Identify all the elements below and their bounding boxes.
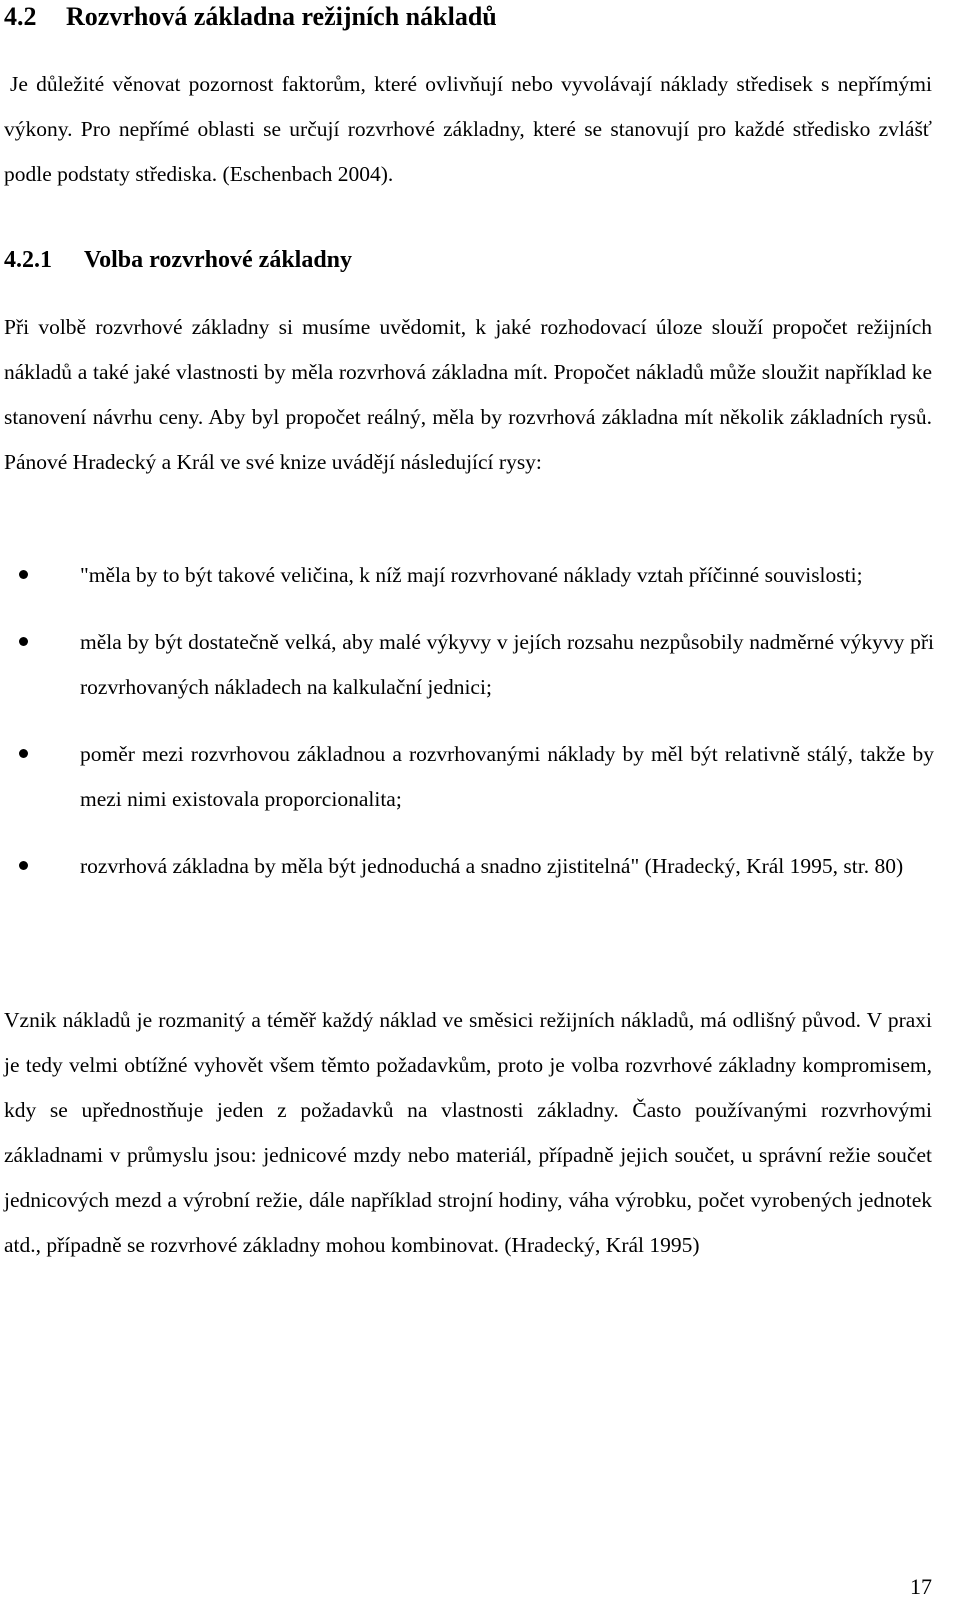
bullet-icon [19, 861, 28, 870]
list-item [0, 620, 934, 710]
subsection-title: Volba rozvrhové základny [84, 247, 353, 273]
body-paragraph-3: Vznik nákladů je rozmanitý a téměř každý náklad ve směsici režijních nákladů, má odlišný původ. V praxi je tedy velmi obtížné vyhovět všem těmto požadavkům, proto je volba rozvrhové základny kompromisem, kdy se upřednostňuje jeden z požadavků na vlastnosti základny. Často používanými rozvrhovými základnami v průmyslu jsou: jednicové mzdy nebo materiál, případně jejich součet, u správní režie součet jednicových mezd a výrobní režie, dále například strojní hodiny, váha výrobku, počet vyrobených jednotek atd., případně se rozvrhové základny mohou kombinovat. (Hradecký, Král 1995) [4, 1008, 932, 1257]
list-item [0, 732, 934, 822]
list-item-text: rozvrhová základna by měla být jednoduchá a snadno zjistitelná" (Hradecký, Král 1995, str. 80) [80, 854, 904, 878]
section-number: 4.2 [4, 2, 37, 31]
bullet-list [0, 553, 934, 911]
body-paragraph-2: Při volbě rozvrhové základny si musíme uvědomit, k jaké rozhodovací úloze slouží propočet režijních nákladů a také jaké vlastnosti by měla rozvrhová základna mít. Propočet nákladů může sloužit například ke stanovení návrhu ceny. Aby byl propočet reálný, měla by rozvrhová základna mít několik základních rysů. Pánové Hradecký a Král ve své knize uvádějí následující rysy: [4, 315, 932, 474]
bullet-icon [19, 637, 28, 646]
list-item-text: měla by být dostatečně velká, aby malé výkyvy v jejích rozsahu nezpůsobily nadměrné výkyvy při rozvrhovaných nákladech na kalkulační jednici; [80, 630, 934, 699]
intro-paragraph: Je důležité věnovat pozornost faktorům, které ovlivňují nebo vyvolávají náklady středisek s nepřímými výkony. Pro nepřímé oblasti se určují rozvrhové základny, které se stanovují pro každé středisko zvlášť podle podstaty střediska. (Eschenbach 2004). [4, 72, 932, 186]
list-item-text: "měla by to být takové veličina, k níž mají rozvrhované náklady vztah příčinné souvislosti; [80, 563, 863, 587]
section-title: Rozvrhová základna režijních nákladů [66, 2, 497, 31]
list-item [0, 553, 934, 598]
list-item-text: poměr mezi rozvrhovou základnou a rozvrhovanými náklady by měl být relativně stálý, takže by mezi nimi existovala proporcionalita; [80, 742, 934, 811]
page-number: 17 [910, 1574, 932, 1599]
list-item [0, 844, 934, 889]
bullet-icon [19, 749, 28, 758]
subsection-number: 4.2.1 [4, 247, 52, 273]
section-heading [4, 0, 944, 34]
bullet-icon [19, 570, 28, 579]
subsection-heading [4, 242, 944, 278]
